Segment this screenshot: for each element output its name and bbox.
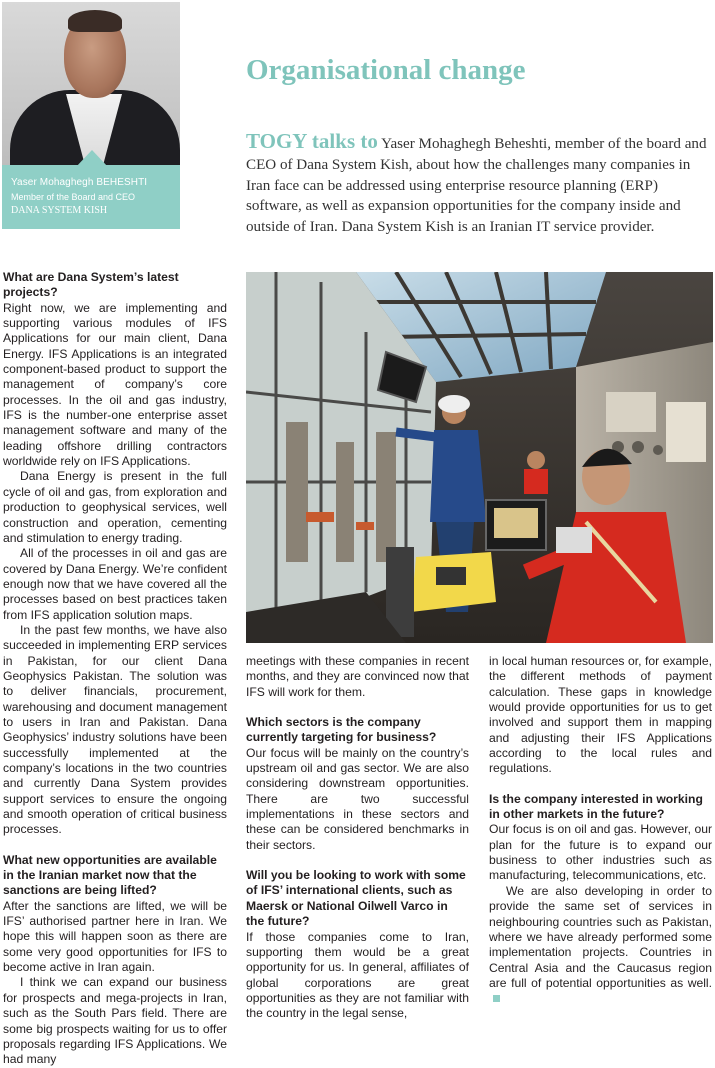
intro-text: Yaser Mohaghegh Beheshti, member of the board and CEO of Dana System Kish, about how the challenges many companies in Iran face can be addressed using enterprise resource planning (ERP) software, as well as expansion opportunities for the company inside and outside of Iran. Dana System Kish is an Iranian IT service provider. [246, 136, 707, 236]
question-other-markets: Is the company interested in working in other markets in the future? [489, 791, 703, 822]
paragraph-final-text: We are also developing in order to provide the same set of services in neighbouring countries such as Pakistan, where we have already performed some implementation projects. Countries in Central Asia and the Caucasus region are full of potential opportunities as well. [489, 883, 712, 990]
paragraph: Our focus will be mainly on the country’s upstream oil and gas sector. We are also considering downstream opportunities. There are two successful implementations in these sectors and these can be considered benchmarks in their sectors. [246, 745, 469, 852]
profile-role: Member of the Board and CEO [11, 192, 136, 202]
question-international-clients: Will you be looking to work with some of IFS’ international clients, such as Maersk or National Oilwell Varco in the future? [246, 868, 466, 929]
column-2 [246, 654, 469, 1022]
profile-name: Yaser Mohaghegh BEHESHTI [11, 177, 148, 188]
profile-company: DANA SYSTEM KISH [11, 205, 108, 216]
paragraph: I think we can expand our business for prospects and mega-projects in Iran, such as the South Pars field. There are some big prospects waiting for us to offer proposals regarding IFS Applications. We had many [3, 975, 227, 1067]
paragraph: in local human resources or, for example, the different methods of payment calculation. These gaps in knowledge would provide opportunities for us to get involved and support them in mapping and adjusting their IFS Applications according to the local rules and regulations. [489, 654, 712, 776]
column-3 [489, 654, 712, 1007]
question-target-sectors: Which sectors is the company currently targeting for business? [246, 715, 437, 745]
paragraph-final [489, 884, 712, 1007]
intro-lead: TOGY talks to [246, 129, 378, 153]
drilling-control-room-photo [246, 272, 713, 643]
paragraph: If those companies come to Iran, supporting them would be a great opportunity for us. In general, affiliates of global corporations are great opportunities as they are not familiar with the country in the legal sense, [246, 929, 469, 1021]
caption-notch [76, 150, 108, 165]
article-intro [246, 131, 712, 238]
question-new-opportunities: What new opportunities are available in the Iranian market now that the sanctions are being lifted? [3, 852, 217, 898]
paragraph: All of the processes in oil and gas are covered by Dana Energy. We’re confident enough now that we have covered all the processes based on best practices taken from IFS application solution maps. [3, 546, 227, 622]
column-1 [3, 270, 227, 1068]
paragraph: Dana Energy is present in the full cycle of oil and gas, from exploration and production to geophysical services, well construction and operation, cementing and stimulation to energy trading. [3, 469, 227, 545]
end-mark-icon [493, 995, 500, 1002]
paragraph: meetings with these companies in recent months, and they are convinced now that IFS will work for them. [246, 654, 469, 699]
paragraph: In the past few months, we have also succeeded in implementing ERP services in Pakistan, for our client Dana Geophysics Pakistan. The solution was to deliver financials, procurement, warehousing and document management to users in Iran and Pakistan. Dana Geophysics’ industry solutions have been successfully implemented at the company’s locations in the two countries and currently Dana System provides support services to ensure the ongoing and smooth operation of critical business processes. [3, 622, 227, 837]
portrait-hair [68, 10, 122, 32]
question-latest-projects: What are Dana System’s latest projects? [3, 270, 179, 300]
paragraph: After the sanctions are lifted, we will be IFS’ authorised partner here in Iran. We hope this will happen soon as there are some very good opportunities for IFS to become active in Iran again. [3, 898, 227, 975]
profile-caption [2, 165, 180, 229]
article-title: Organisational change [246, 54, 526, 86]
portrait-photo [2, 2, 180, 165]
paragraph: Right now, we are implementing and supporting various modules of IFS Applications for our main client, Dana Energy. IFS Applications is an integrated component-based product to support the management of company’s core processes. In the oil and gas industry, IFS is the number-one enterprise asset management software and many of the leading offshore drilling contractors worldwide rely on IFS Applications. [3, 300, 227, 469]
paragraph: Our focus is on oil and gas. However, our plan for the future is to expand our business to other industries such as manufacturing, telecommunications, etc. [489, 822, 712, 883]
